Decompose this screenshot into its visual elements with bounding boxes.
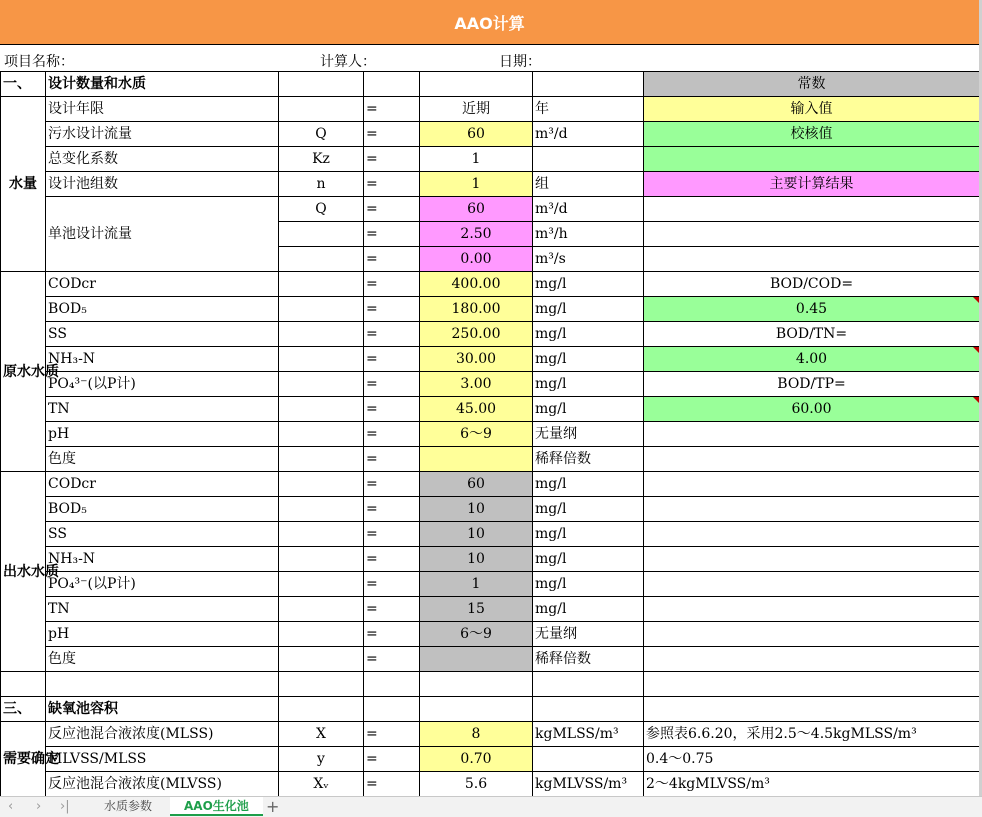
cell[interactable] <box>644 497 980 522</box>
cell[interactable] <box>279 347 364 372</box>
param-value[interactable]: 10 <box>420 497 533 522</box>
param-symbol[interactable]: y <box>279 747 364 772</box>
param-symbol[interactable]: n <box>279 172 364 197</box>
param-symbol[interactable]: Xᵥ <box>279 772 364 797</box>
param-unit[interactable] <box>533 747 644 772</box>
table-row <box>1 172 980 197</box>
param-unit[interactable]: mg/l <box>533 497 644 522</box>
param-unit[interactable]: m³/h <box>533 222 644 247</box>
sheet-title: AAO计算 <box>454 13 525 33</box>
table-row <box>1 547 980 572</box>
equals-cell[interactable]: = <box>364 122 420 147</box>
cell[interactable] <box>279 247 364 272</box>
param-value[interactable]: 250.00 <box>420 322 533 347</box>
param-name[interactable]: SS <box>46 522 279 547</box>
cell[interactable] <box>279 72 364 97</box>
cell[interactable] <box>644 697 980 722</box>
add-sheet-icon[interactable]: + <box>266 797 280 816</box>
param-unit[interactable]: kgMLVSS/m³ <box>533 772 644 797</box>
cell[interactable] <box>644 247 980 272</box>
param-value[interactable]: 10 <box>420 547 533 572</box>
legend-check[interactable]: 校核值 <box>644 122 980 147</box>
table-row <box>1 297 980 322</box>
param-name[interactable]: BOD₅ <box>46 297 279 322</box>
cell[interactable] <box>644 222 980 247</box>
date-label[interactable]: 日期： <box>499 54 541 70</box>
cell[interactable] <box>644 672 980 697</box>
ratio-label[interactable]: BOD/COD= <box>644 272 980 297</box>
param-name[interactable]: pH <box>46 622 279 647</box>
param-name[interactable]: 设计年限 <box>46 97 279 122</box>
param-value[interactable]: 2.50 <box>420 222 533 247</box>
param-value[interactable]: 0.70 <box>420 747 533 772</box>
group-water-quantity[interactable]: 水量 <box>1 97 46 272</box>
table-row <box>1 772 980 797</box>
param-unit[interactable]: 稀释倍数 <box>533 647 644 672</box>
table-row <box>1 272 980 297</box>
table-row <box>1 747 980 772</box>
param-name[interactable]: MLVSS/MLSS <box>46 747 279 772</box>
table-row <box>1 697 980 722</box>
cell[interactable] <box>364 72 420 97</box>
equals-cell[interactable]: = <box>364 422 420 447</box>
group-need-confirm[interactable]: 需要确定 <box>1 722 46 797</box>
cell[interactable] <box>279 622 364 647</box>
param-name[interactable]: pH <box>46 422 279 447</box>
cell[interactable] <box>364 697 420 722</box>
param-unit[interactable]: 无量纲 <box>533 622 644 647</box>
cell[interactable] <box>533 697 644 722</box>
legend-constant[interactable]: 常数 <box>644 72 980 97</box>
table-row <box>1 472 980 497</box>
group-outlet-water[interactable]: 出水水质 <box>1 472 46 672</box>
table-row <box>1 72 980 97</box>
param-name[interactable]: 单池设计流量 <box>46 197 279 272</box>
cell[interactable] <box>279 697 364 722</box>
cell[interactable] <box>279 522 364 547</box>
param-symbol[interactable]: X <box>279 722 364 747</box>
cell[interactable] <box>644 647 980 672</box>
table-row <box>1 322 980 347</box>
legend-input[interactable]: 输入值 <box>644 97 980 122</box>
equals-cell[interactable]: = <box>364 147 420 172</box>
param-name[interactable]: CODcr <box>46 472 279 497</box>
cell[interactable] <box>533 72 644 97</box>
equals-cell[interactable]: = <box>364 772 420 797</box>
table-row <box>1 497 980 522</box>
cell[interactable] <box>644 522 980 547</box>
param-unit[interactable]: 无量纲 <box>533 422 644 447</box>
section-title[interactable]: 缺氧池容积 <box>46 697 279 722</box>
table-row <box>1 572 980 597</box>
param-unit[interactable]: mg/l <box>533 372 644 397</box>
table-row <box>1 647 980 672</box>
param-value[interactable] <box>420 647 533 672</box>
project-label[interactable]: 项目名称： <box>4 54 74 70</box>
cell[interactable] <box>279 497 364 522</box>
cell[interactable] <box>420 672 533 697</box>
cell[interactable] <box>420 697 533 722</box>
equals-cell[interactable]: = <box>364 247 420 272</box>
table-row <box>1 447 980 472</box>
param-name[interactable]: BOD₅ <box>46 497 279 522</box>
table-row <box>1 197 980 222</box>
equals-cell[interactable]: = <box>364 722 420 747</box>
cell[interactable] <box>279 572 364 597</box>
param-unit[interactable]: mg/l <box>533 472 644 497</box>
param-value[interactable]: 1 <box>420 172 533 197</box>
param-name[interactable]: NH₃-N <box>46 347 279 372</box>
cell[interactable] <box>279 322 364 347</box>
sheet-tab-bar <box>0 796 982 817</box>
section-title[interactable]: 设计数量和水质 <box>46 72 279 97</box>
param-note[interactable]: 0.4～0.75 <box>644 747 980 772</box>
param-unit[interactable]: m³/d <box>533 122 644 147</box>
param-value[interactable] <box>420 447 533 472</box>
cell[interactable] <box>46 672 279 697</box>
cell[interactable] <box>279 672 364 697</box>
param-name[interactable]: 反应池混合液浓度(MLSS) <box>46 722 279 747</box>
ratio-label[interactable]: BOD/TN= <box>644 322 980 347</box>
equals-cell[interactable]: = <box>364 522 420 547</box>
param-unit[interactable]: kgMLSS/m³ <box>533 722 644 747</box>
param-name[interactable]: TN <box>46 597 279 622</box>
cell[interactable] <box>533 672 644 697</box>
table-row <box>1 397 980 422</box>
equals-cell[interactable]: = <box>364 747 420 772</box>
table-row <box>1 422 980 447</box>
param-name[interactable]: TN <box>46 397 279 422</box>
equals-cell[interactable]: = <box>364 347 420 372</box>
equals-cell[interactable]: = <box>364 222 420 247</box>
section-number[interactable]: 三、 <box>1 697 46 722</box>
param-value[interactable]: 30.00 <box>420 347 533 372</box>
table-row <box>1 347 980 372</box>
section-number[interactable]: 一、 <box>1 72 46 97</box>
param-value[interactable]: 近期 <box>420 97 533 122</box>
param-value[interactable]: 0.00 <box>420 247 533 272</box>
table-row <box>1 147 980 172</box>
param-unit[interactable]: mg/l <box>533 572 644 597</box>
ratio-value[interactable]: 0.45 <box>644 297 980 322</box>
table-row <box>1 672 980 697</box>
cell[interactable] <box>279 397 364 422</box>
param-unit[interactable]: mg/l <box>533 347 644 372</box>
table-row <box>1 122 980 147</box>
legend-main-result[interactable]: 主要计算结果 <box>644 172 980 197</box>
param-symbol[interactable]: Kz <box>279 147 364 172</box>
equals-cell[interactable]: = <box>364 397 420 422</box>
cell[interactable] <box>279 597 364 622</box>
param-symbol[interactable]: Q <box>279 197 364 222</box>
param-name[interactable]: 设计池组数 <box>46 172 279 197</box>
equals-cell[interactable]: = <box>364 272 420 297</box>
param-value[interactable]: 180.00 <box>420 297 533 322</box>
param-value[interactable]: 5.6 <box>420 772 533 797</box>
calculator-label[interactable]: 计算人： <box>320 54 376 70</box>
cell[interactable] <box>644 572 980 597</box>
param-unit[interactable]: mg/l <box>533 547 644 572</box>
param-unit[interactable]: mg/l <box>533 322 644 347</box>
info-row <box>0 45 979 70</box>
param-value[interactable]: 10 <box>420 522 533 547</box>
cell[interactable] <box>279 297 364 322</box>
equals-cell[interactable]: = <box>364 597 420 622</box>
spreadsheet-grid <box>0 71 980 797</box>
side-cell[interactable] <box>644 447 980 472</box>
table-row <box>1 372 980 397</box>
param-value[interactable]: 6～9 <box>420 422 533 447</box>
param-name[interactable]: 总变化系数 <box>46 147 279 172</box>
param-unit[interactable]: 组 <box>533 172 644 197</box>
cell[interactable] <box>279 447 364 472</box>
param-name[interactable]: NH₃-N <box>46 547 279 572</box>
equals-cell[interactable]: = <box>364 547 420 572</box>
equals-cell[interactable]: = <box>364 97 420 122</box>
param-value[interactable]: 8 <box>420 722 533 747</box>
param-unit[interactable]: mg/l <box>533 297 644 322</box>
cell[interactable] <box>279 647 364 672</box>
cell[interactable] <box>279 372 364 397</box>
tab-water-quality-params[interactable]: 水质参数 <box>104 799 153 813</box>
cell[interactable] <box>644 547 980 572</box>
param-value[interactable]: 1 <box>420 572 533 597</box>
equals-cell[interactable]: = <box>364 447 420 472</box>
param-unit[interactable]: mg/l <box>533 597 644 622</box>
param-unit[interactable]: 稀释倍数 <box>533 447 644 472</box>
equals-cell[interactable]: = <box>364 572 420 597</box>
sheet-title-banner[interactable] <box>0 0 979 45</box>
cell[interactable] <box>644 597 980 622</box>
param-name[interactable]: 污水设计流量 <box>46 122 279 147</box>
cell[interactable] <box>1 672 46 697</box>
equals-cell[interactable]: = <box>364 472 420 497</box>
param-unit[interactable]: 年 <box>533 97 644 122</box>
last-sheet-icon[interactable]: ›| <box>60 799 70 814</box>
param-value[interactable]: 60 <box>420 122 533 147</box>
cell[interactable] <box>644 622 980 647</box>
param-value[interactable]: 45.00 <box>420 397 533 422</box>
cell[interactable] <box>279 272 364 297</box>
param-value[interactable]: 6～9 <box>420 622 533 647</box>
param-unit[interactable]: m³/s <box>533 247 644 272</box>
equals-cell[interactable]: = <box>364 197 420 222</box>
param-name[interactable]: PO₄³⁻(以P计) <box>46 572 279 597</box>
param-note[interactable]: 参照表6.6.20，采用2.5～4.5kgMLSS/m³ <box>644 722 980 747</box>
param-value[interactable]: 1 <box>420 147 533 172</box>
param-name[interactable]: 反应池混合液浓度(MLVSS) <box>46 772 279 797</box>
param-name[interactable]: SS <box>46 322 279 347</box>
param-name[interactable]: PO₄³⁻(以P计) <box>46 372 279 397</box>
cell[interactable] <box>420 72 533 97</box>
param-name[interactable]: 色度 <box>46 647 279 672</box>
cell[interactable] <box>644 197 980 222</box>
param-value[interactable]: 3.00 <box>420 372 533 397</box>
param-unit[interactable]: mg/l <box>533 522 644 547</box>
param-unit[interactable]: mg/l <box>533 272 644 297</box>
param-unit[interactable]: mg/l <box>533 397 644 422</box>
table-row <box>1 722 980 747</box>
cell[interactable] <box>279 472 364 497</box>
table-row <box>1 97 980 122</box>
param-note[interactable]: 2～4kgMLVSS/m³ <box>644 772 980 797</box>
ratio-value[interactable]: 60.00 <box>644 397 980 422</box>
param-symbol[interactable]: Q <box>279 122 364 147</box>
equals-cell[interactable]: = <box>364 497 420 522</box>
cell[interactable] <box>279 97 364 122</box>
equals-cell[interactable]: = <box>364 622 420 647</box>
equals-cell[interactable]: = <box>364 322 420 347</box>
table-row <box>1 597 980 622</box>
param-value[interactable]: 60 <box>420 472 533 497</box>
cell[interactable] <box>279 547 364 572</box>
equals-cell[interactable]: = <box>364 647 420 672</box>
equals-cell[interactable]: = <box>364 297 420 322</box>
equals-cell[interactable]: = <box>364 172 420 197</box>
cell[interactable] <box>364 672 420 697</box>
cell[interactable] <box>279 422 364 447</box>
param-name[interactable]: 色度 <box>46 447 279 472</box>
param-name[interactable]: CODcr <box>46 272 279 297</box>
param-value[interactable]: 15 <box>420 597 533 622</box>
ratio-value[interactable]: 4.00 <box>644 347 980 372</box>
group-raw-water[interactable]: 原水水质 <box>1 272 46 472</box>
ratio-label[interactable]: BOD/TP= <box>644 372 980 397</box>
first-sheet-icon[interactable]: ‹ <box>8 799 14 814</box>
legend-check-blank[interactable] <box>644 147 980 172</box>
equals-cell[interactable]: = <box>364 372 420 397</box>
param-unit[interactable]: m³/d <box>533 197 644 222</box>
cell[interactable] <box>279 222 364 247</box>
table-row <box>1 522 980 547</box>
tab-aao-biochemical-tank[interactable]: AAO生化池 <box>170 797 263 816</box>
next-sheet-icon[interactable]: › <box>36 799 42 814</box>
param-value[interactable]: 400.00 <box>420 272 533 297</box>
cell[interactable] <box>644 472 980 497</box>
table-row <box>1 622 980 647</box>
side-cell[interactable] <box>644 422 980 447</box>
param-value[interactable]: 60 <box>420 197 533 222</box>
cell[interactable] <box>533 147 644 172</box>
